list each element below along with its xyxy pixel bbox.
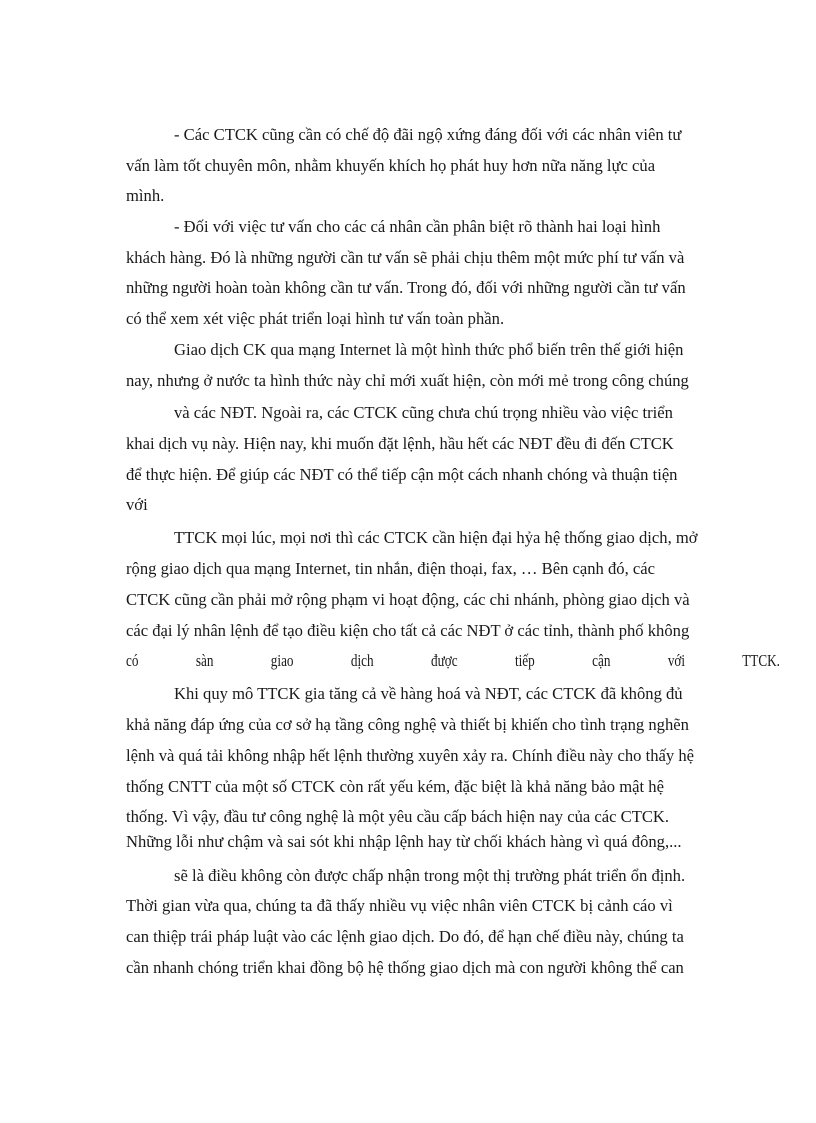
text-line: [126, 896, 673, 916]
text-line: [126, 434, 674, 454]
text-line: [174, 528, 698, 548]
text-line-content: vấn làm tốt chuyên môn, nhằm khuyến khích họ phát huy hơn nữa năng lực của: [126, 156, 656, 175]
text-line: [126, 651, 780, 671]
text-line: [126, 807, 669, 827]
text-line: [126, 186, 164, 206]
text-line: [126, 495, 148, 515]
text-line: [126, 621, 689, 641]
text-line: [126, 278, 686, 298]
text-line-content: khách hàng. Đó là những người cần tư vấn sẽ phải chịu thêm một mức phí tư vấn và: [126, 248, 685, 267]
text-line-content: có thể xem xét việc phát triển loại hình tư vấn toàn phần.: [126, 309, 505, 328]
text-line-content: và các NĐT. Ngoài ra, các CTCK cũng chưa chú trọng nhiều vào việc triển: [174, 403, 673, 422]
text-line: [126, 590, 690, 610]
text-line-content: thống. Vì vậy, đầu tư công nghệ là một yêu cầu cấp bách hiện nay của các CTCK.: [126, 807, 670, 826]
text-line-content: Khi quy mô TTCK gia tăng cả về hàng hoá và NĐT, các CTCK đã không đủ: [174, 684, 683, 703]
text-line-content: để thực hiện. Để giúp các NĐT có thể tiếp cận một cách nhanh chóng và thuận tiện: [126, 465, 678, 484]
text-line: [174, 684, 683, 704]
text-line: [126, 309, 504, 329]
text-line: [126, 559, 655, 579]
text-line: [126, 371, 689, 391]
text-line-content: các đại lý nhân lệnh để tạo điều kiện cho tất cả các NĐT ở các tỉnh, thành phố không: [126, 621, 690, 640]
text-line: [126, 927, 684, 947]
text-line: [126, 746, 694, 766]
text-line: [174, 217, 660, 237]
text-line-content: những người hoàn toàn không cần tư vấn. Trong đó, đối với những người cần tư vấn: [126, 278, 686, 297]
text-line-content: khả năng đáp ứng của cơ sở hạ tầng công nghệ và thiết bị khiến cho tình trạng nghẽn: [126, 715, 689, 734]
text-line-content: khai dịch vụ này. Hiện nay, khi muốn đặt lệnh, hầu hết các NĐT đều đi đến CTCK: [126, 434, 674, 453]
text-line: [174, 125, 737, 145]
text-line-content: Những lỗi như chậm và sai sót khi nhập lệnh hay từ chối khách hàng vì quá đông,...: [126, 832, 682, 851]
text-line: [174, 866, 685, 886]
text-line: [126, 777, 664, 797]
text-line-content: CTCK cũng cần phải mở rộng phạm vi hoạt động, các chi nhánh, phòng giao dịch và: [126, 590, 690, 609]
text-line-content: - Các CTCK cũng cần có chế độ đãi ngộ xứng đáng đối với các nhân viên tư: [174, 125, 682, 144]
text-line-content: mình.: [126, 186, 165, 205]
text-line-content: - Đối với việc tư vấn cho các cá nhân cần phân biệt rõ thành hai loại hình: [174, 217, 661, 236]
text-line-content: lệnh và quá tải không nhập hết lệnh thường xuyên xảy ra. Chính điều này cho thấy hệ: [126, 746, 694, 765]
text-line-content: thống CNTT của một số CTCK còn rất yếu kém, đặc biệt là khả năng bảo mật hệ: [126, 777, 664, 796]
text-line: [126, 465, 677, 485]
text-line-content: cần nhanh chóng triển khai đồng bộ hệ thống giao dịch mà con người không thể can: [126, 958, 684, 977]
text-line: [126, 832, 682, 852]
text-line-content: can thiệp trái pháp luật vào các lệnh giao dịch. Do đó, để hạn chế điều này, chúng ta: [126, 927, 684, 946]
text-line-content: Giao dịch CK qua mạng Internet là một hình thức phổ biến trên thế giới hiện: [174, 340, 684, 359]
text-line: [174, 403, 673, 423]
text-line-content: sẽ là điều không còn được chấp nhận trong một thị trường phát triển ổn định.: [174, 866, 686, 885]
text-line-content: với: [126, 495, 148, 514]
text-line: [126, 156, 655, 176]
text-line-content: có sàn giao dịch được tiếp cận với TTCK.: [126, 651, 780, 670]
text-line-content: TTCK mọi lúc, mọi nơi thì các CTCK cần hiện đại hỷa hệ thống giao dịch, mở: [174, 528, 698, 547]
text-line-content: nay, nhưng ở nước ta hình thức này chỉ mới xuất hiện, còn mới mẻ trong công chúng: [126, 371, 689, 390]
text-line-content: Thời gian vừa qua, chúng ta đã thấy nhiều vụ việc nhân viên CTCK bị cảnh cáo vì: [126, 896, 673, 915]
text-line-content: rộng giao dịch qua mạng Internet, tin nhắn, điện thoại, fax, … Bên cạnh đó, các: [126, 559, 655, 578]
text-line: [126, 958, 684, 978]
text-line: [174, 340, 683, 360]
text-line: [126, 715, 689, 735]
text-line: [126, 248, 684, 268]
